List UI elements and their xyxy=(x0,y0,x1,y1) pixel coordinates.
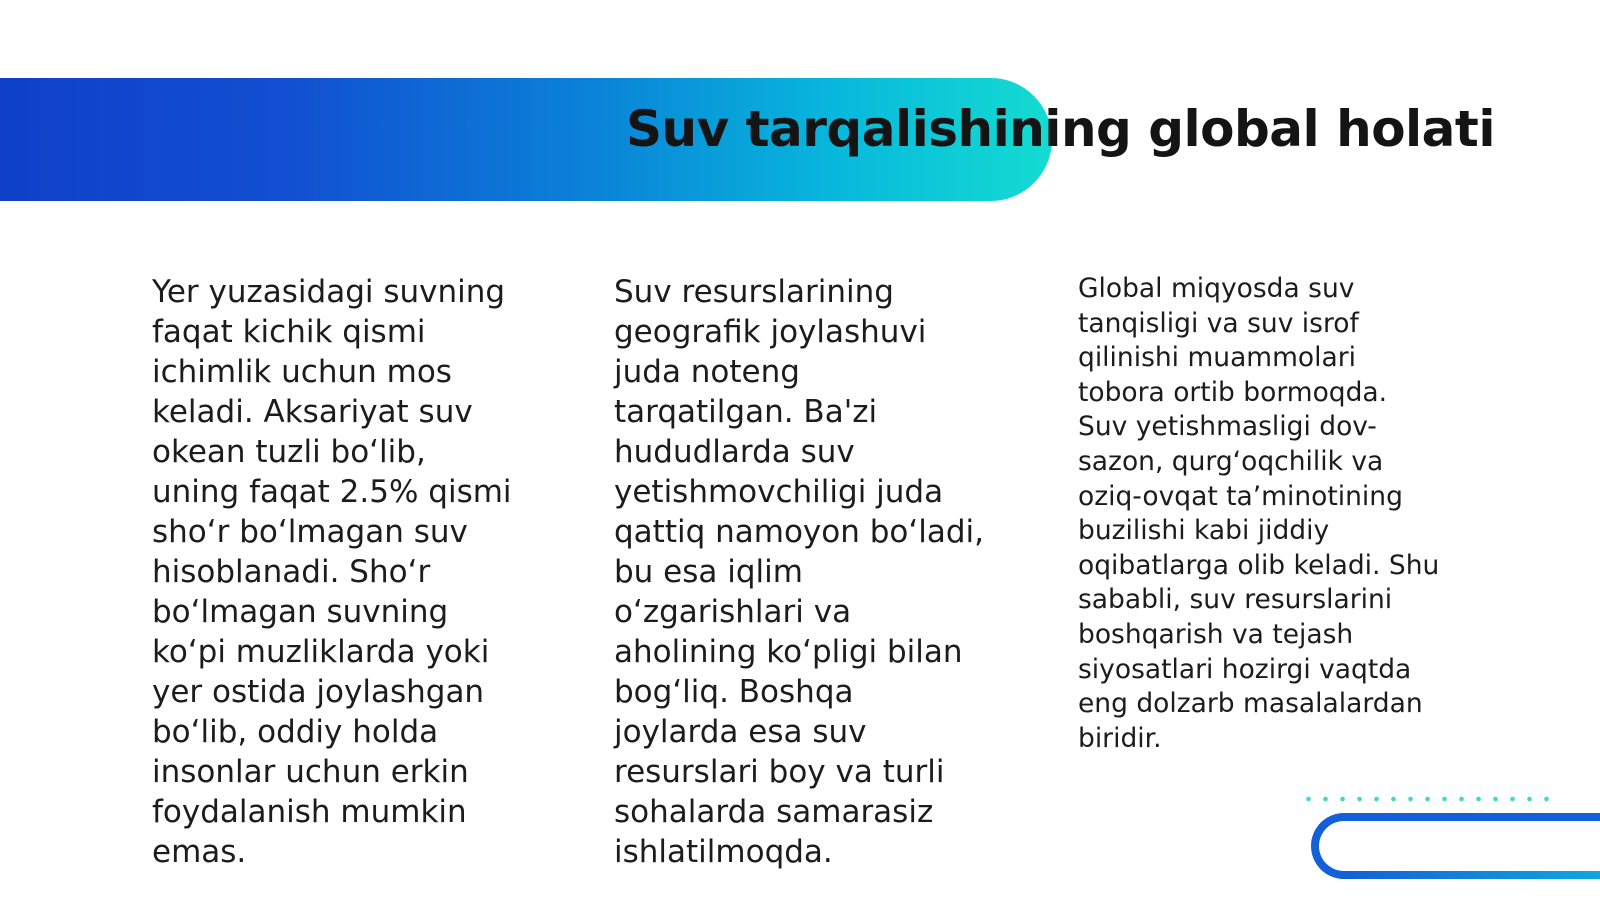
decorative-pill-accent xyxy=(1345,871,1600,879)
decorative-dots xyxy=(1300,795,1560,803)
text-column-3: Global miqyosda suv tanqisligi va suv isrof qilinishi muammolari tobora ortib bormoqda. Suv yetishmasligi dov- sazon, qurg‘oqchilik va oziq-ovqat ta’minotining buzilishi kabi jiddiy oqibatlarga olib keladi. Shu sababli, suv resurslarini boshqarish va tejash siyosatlari hozirgi vaqtda eng dolzarb masalalardan biridir. xyxy=(1078,273,1440,754)
text-column-2: Suv resurslarining geografik joylashuvi juda noteng tarqatilgan. Ba'zi hududlarda suv yetishmovchiligi juda qattiq namoyon bo‘ladi, bu esa iqlim o‘zgarishlari va aholining ko‘pligi bilan bog‘liq. Boshqa joylarda esa suv resurslari boy va turli sohalarda samarasiz ishlatilmoqda. xyxy=(614,274,985,870)
text-column-1: Yer yuzasidagi suvning faqat kichik qismi ichimlik uchun mos keladi. Aksariyat suv okean tuzli bo‘lib, uning faqat 2.5% qismi sho‘r bo‘lmagan suv hisoblanadi. Sho‘r bo‘lmagan suvning ko‘pi muzliklarda yoki yer ostida joylashgan bo‘lib, oddiy holda insonlar uchun erkin foydalanish mumkin emas. xyxy=(152,274,512,870)
slide-title: Suv tarqalishining global holati xyxy=(626,100,1495,158)
decorative-pill-outline xyxy=(1311,813,1600,879)
